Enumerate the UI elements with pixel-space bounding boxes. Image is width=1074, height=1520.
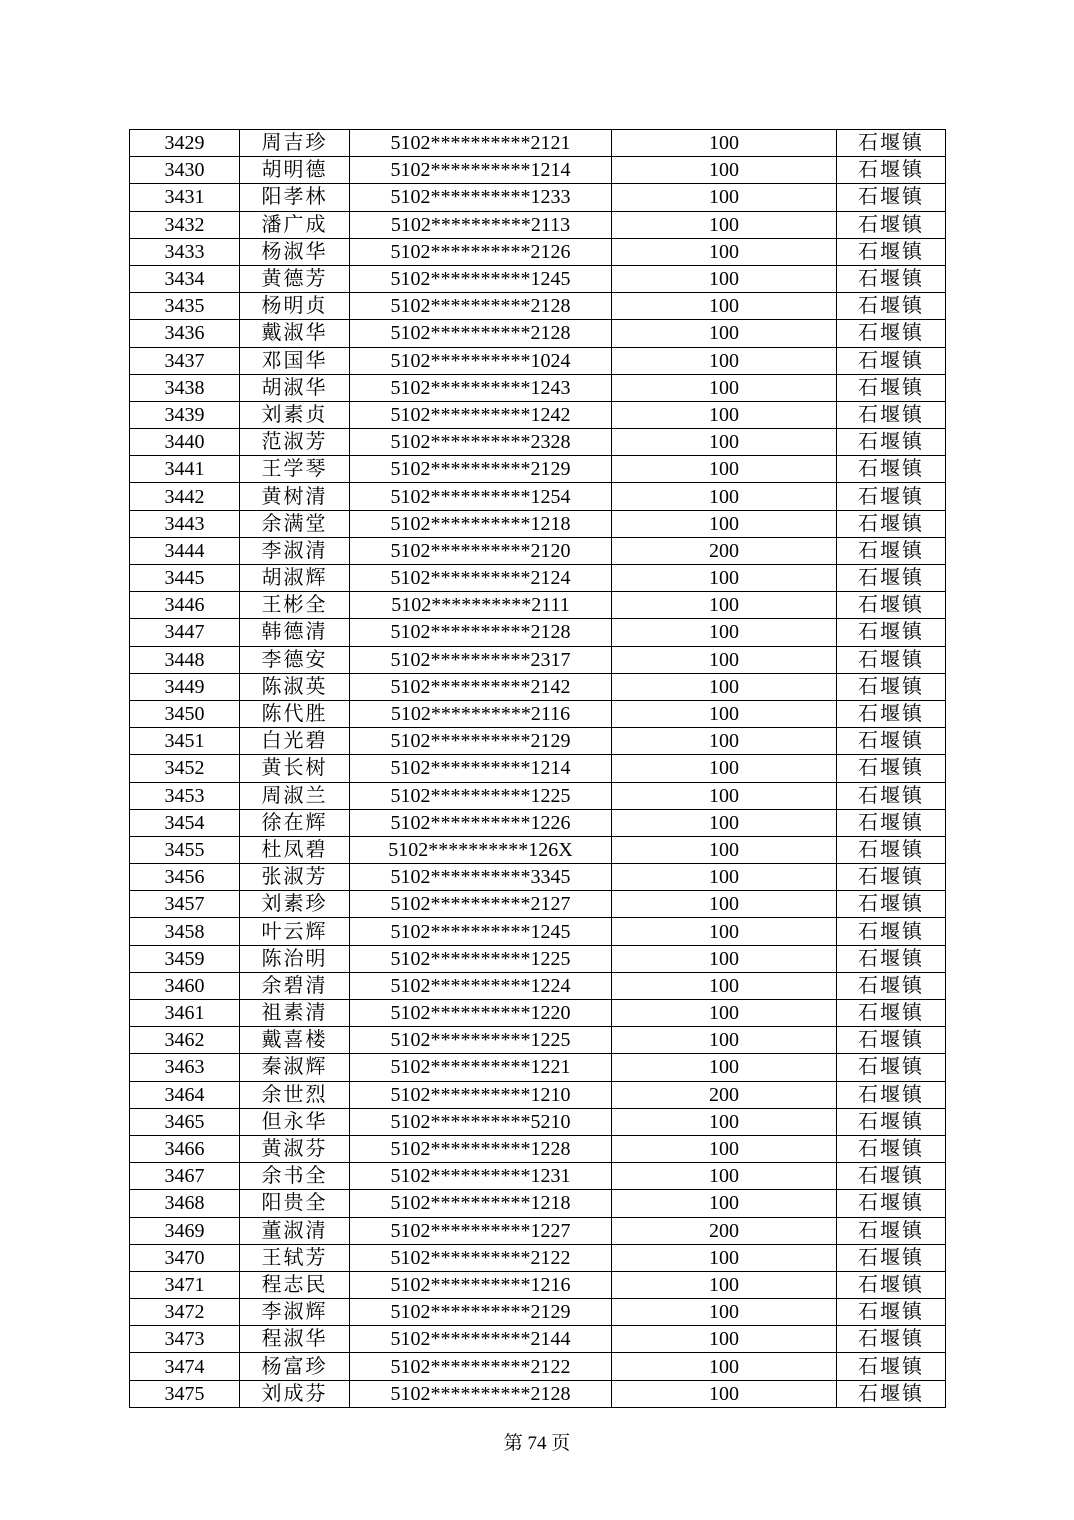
name-cell: 叶云辉 [240, 918, 350, 945]
town-cell: 石堰镇 [837, 184, 946, 211]
id-number-cell: 5102**********2126 [350, 238, 612, 265]
id-number-cell: 5102**********1254 [350, 483, 612, 510]
table-row [130, 157, 946, 184]
id-number-cell: 5102**********1227 [350, 1217, 612, 1244]
amount-cell: 200 [612, 1081, 837, 1108]
row-number-cell: 3455 [130, 836, 240, 863]
id-number-cell: 5102**********2128 [350, 619, 612, 646]
row-number-cell: 3429 [130, 130, 240, 157]
name-cell: 周淑兰 [240, 782, 350, 809]
table-row [130, 238, 946, 265]
table-row [130, 211, 946, 238]
row-number-cell: 3444 [130, 537, 240, 564]
town-cell: 石堰镇 [837, 918, 946, 945]
amount-cell: 100 [612, 972, 837, 999]
town-cell: 石堰镇 [837, 211, 946, 238]
table-row [130, 1217, 946, 1244]
amount-cell: 100 [612, 429, 837, 456]
row-number-cell: 3452 [130, 755, 240, 782]
amount-cell: 100 [612, 1353, 837, 1380]
table-row [130, 1054, 946, 1081]
amount-cell: 100 [612, 1190, 837, 1217]
table-row [130, 1027, 946, 1054]
table-row [130, 1244, 946, 1271]
town-cell: 石堰镇 [837, 456, 946, 483]
row-number-cell: 3449 [130, 673, 240, 700]
name-cell: 余世烈 [240, 1081, 350, 1108]
table-row [130, 1326, 946, 1353]
amount-cell: 100 [612, 483, 837, 510]
id-number-cell: 5102**********2129 [350, 1299, 612, 1326]
amount-cell: 100 [612, 1271, 837, 1298]
town-cell: 石堰镇 [837, 293, 946, 320]
table-row [130, 1353, 946, 1380]
table-row [130, 347, 946, 374]
row-number-cell: 3457 [130, 891, 240, 918]
table-row [130, 755, 946, 782]
amount-cell: 100 [612, 157, 837, 184]
town-cell: 石堰镇 [837, 565, 946, 592]
row-number-cell: 3459 [130, 945, 240, 972]
amount-cell: 100 [612, 1380, 837, 1407]
amount-cell: 100 [612, 1054, 837, 1081]
row-number-cell: 3469 [130, 1217, 240, 1244]
town-cell: 石堰镇 [837, 728, 946, 755]
row-number-cell: 3465 [130, 1108, 240, 1135]
town-cell: 石堰镇 [837, 1244, 946, 1271]
town-cell: 石堰镇 [837, 1326, 946, 1353]
town-cell: 石堰镇 [837, 592, 946, 619]
town-cell: 石堰镇 [837, 1081, 946, 1108]
name-cell: 董淑清 [240, 1217, 350, 1244]
amount-cell: 100 [612, 864, 837, 891]
row-number-cell: 3430 [130, 157, 240, 184]
id-number-cell: 5102**********1225 [350, 782, 612, 809]
table-row [130, 646, 946, 673]
name-cell: 阳孝林 [240, 184, 350, 211]
amount-cell: 100 [612, 211, 837, 238]
row-number-cell: 3471 [130, 1271, 240, 1298]
town-cell: 石堰镇 [837, 1353, 946, 1380]
town-cell: 石堰镇 [837, 972, 946, 999]
row-number-cell: 3464 [130, 1081, 240, 1108]
table-row [130, 483, 946, 510]
table-row [130, 592, 946, 619]
name-cell: 杨富珍 [240, 1353, 350, 1380]
amount-cell: 100 [612, 728, 837, 755]
name-cell: 徐在辉 [240, 809, 350, 836]
amount-cell: 200 [612, 537, 837, 564]
name-cell: 李淑辉 [240, 1299, 350, 1326]
table-row [130, 1380, 946, 1407]
table-row [130, 510, 946, 537]
name-cell: 黄长树 [240, 755, 350, 782]
amount-cell: 100 [612, 401, 837, 428]
amount-cell: 100 [612, 755, 837, 782]
name-cell: 陈治明 [240, 945, 350, 972]
town-cell: 石堰镇 [837, 1000, 946, 1027]
row-number-cell: 3462 [130, 1027, 240, 1054]
id-number-cell: 5102**********2142 [350, 673, 612, 700]
row-number-cell: 3458 [130, 918, 240, 945]
amount-cell: 100 [612, 347, 837, 374]
id-number-cell: 5102**********2120 [350, 537, 612, 564]
row-number-cell: 3442 [130, 483, 240, 510]
id-number-cell: 5102**********2128 [350, 320, 612, 347]
table-row [130, 972, 946, 999]
name-cell: 胡淑辉 [240, 565, 350, 592]
name-cell: 范淑芳 [240, 429, 350, 456]
name-cell: 王彬全 [240, 592, 350, 619]
row-number-cell: 3436 [130, 320, 240, 347]
name-cell: 杜凤碧 [240, 836, 350, 863]
id-number-cell: 5102**********2129 [350, 728, 612, 755]
table-row [130, 836, 946, 863]
name-cell: 余满堂 [240, 510, 350, 537]
page-number: 第 74 页 [503, 1433, 571, 1454]
table-body [130, 130, 946, 1408]
name-cell: 杨淑华 [240, 238, 350, 265]
id-number-cell: 5102**********2129 [350, 456, 612, 483]
row-number-cell: 3453 [130, 782, 240, 809]
amount-cell: 100 [612, 646, 837, 673]
table-row [130, 429, 946, 456]
id-number-cell: 5102**********1220 [350, 1000, 612, 1027]
id-number-cell: 5102**********2116 [350, 700, 612, 727]
name-cell: 潘广成 [240, 211, 350, 238]
name-cell: 刘素珍 [240, 891, 350, 918]
amount-cell: 100 [612, 1108, 837, 1135]
amount-cell: 100 [612, 238, 837, 265]
row-number-cell: 3431 [130, 184, 240, 211]
id-number-cell: 5102**********1218 [350, 510, 612, 537]
row-number-cell: 3470 [130, 1244, 240, 1271]
name-cell: 阳贵全 [240, 1190, 350, 1217]
id-number-cell: 5102**********1214 [350, 755, 612, 782]
town-cell: 石堰镇 [837, 537, 946, 564]
recipient-table [129, 129, 946, 1408]
id-number-cell: 5102**********2113 [350, 211, 612, 238]
name-cell: 程志民 [240, 1271, 350, 1298]
table-row [130, 945, 946, 972]
town-cell: 石堰镇 [837, 836, 946, 863]
amount-cell: 100 [612, 1000, 837, 1027]
amount-cell: 100 [612, 456, 837, 483]
id-number-cell: 5102**********1221 [350, 1054, 612, 1081]
row-number-cell: 3463 [130, 1054, 240, 1081]
id-number-cell: 5102**********1224 [350, 972, 612, 999]
row-number-cell: 3445 [130, 565, 240, 592]
table-row [130, 891, 946, 918]
table-row [130, 320, 946, 347]
table-row [130, 537, 946, 564]
town-cell: 石堰镇 [837, 347, 946, 374]
table-row [130, 782, 946, 809]
name-cell: 祖素清 [240, 1000, 350, 1027]
town-cell: 石堰镇 [837, 157, 946, 184]
town-cell: 石堰镇 [837, 483, 946, 510]
amount-cell: 100 [612, 918, 837, 945]
table-row [130, 565, 946, 592]
amount-cell: 200 [612, 1217, 837, 1244]
row-number-cell: 3437 [130, 347, 240, 374]
id-number-cell: 5102**********1216 [350, 1271, 612, 1298]
id-number-cell: 5102**********1245 [350, 918, 612, 945]
row-number-cell: 3439 [130, 401, 240, 428]
row-number-cell: 3451 [130, 728, 240, 755]
name-cell: 陈淑英 [240, 673, 350, 700]
id-number-cell: 5102**********1210 [350, 1081, 612, 1108]
amount-cell: 100 [612, 1163, 837, 1190]
id-number-cell: 5102**********2317 [350, 646, 612, 673]
row-number-cell: 3443 [130, 510, 240, 537]
id-number-cell: 5102**********1228 [350, 1135, 612, 1162]
amount-cell: 100 [612, 945, 837, 972]
id-number-cell: 5102**********1243 [350, 374, 612, 401]
row-number-cell: 3446 [130, 592, 240, 619]
name-cell: 胡淑华 [240, 374, 350, 401]
name-cell: 但永华 [240, 1108, 350, 1135]
table-row [130, 401, 946, 428]
id-number-cell: 5102**********2124 [350, 565, 612, 592]
amount-cell: 100 [612, 619, 837, 646]
table-row [130, 374, 946, 401]
amount-cell: 100 [612, 130, 837, 157]
town-cell: 石堰镇 [837, 265, 946, 292]
id-number-cell: 5102**********126X [350, 836, 612, 863]
amount-cell: 100 [612, 836, 837, 863]
row-number-cell: 3440 [130, 429, 240, 456]
amount-cell: 100 [612, 1299, 837, 1326]
amount-cell: 100 [612, 592, 837, 619]
table-row [130, 456, 946, 483]
id-number-cell: 5102**********2144 [350, 1326, 612, 1353]
row-number-cell: 3433 [130, 238, 240, 265]
row-number-cell: 3450 [130, 700, 240, 727]
row-number-cell: 3473 [130, 1326, 240, 1353]
name-cell: 张淑芳 [240, 864, 350, 891]
amount-cell: 100 [612, 510, 837, 537]
name-cell: 刘素贞 [240, 401, 350, 428]
name-cell: 刘成芬 [240, 1380, 350, 1407]
name-cell: 李淑清 [240, 537, 350, 564]
row-number-cell: 3448 [130, 646, 240, 673]
table-row [130, 265, 946, 292]
id-number-cell: 5102**********1242 [350, 401, 612, 428]
row-number-cell: 3468 [130, 1190, 240, 1217]
table-row [130, 864, 946, 891]
name-cell: 黄淑芬 [240, 1135, 350, 1162]
id-number-cell: 5102**********2111 [350, 592, 612, 619]
name-cell: 余碧清 [240, 972, 350, 999]
row-number-cell: 3435 [130, 293, 240, 320]
table-row [130, 728, 946, 755]
row-number-cell: 3474 [130, 1353, 240, 1380]
id-number-cell: 5102**********1226 [350, 809, 612, 836]
name-cell: 胡明德 [240, 157, 350, 184]
table-row [130, 1081, 946, 1108]
table-row [130, 1271, 946, 1298]
id-number-cell: 5102**********2128 [350, 293, 612, 320]
name-cell: 余书全 [240, 1163, 350, 1190]
name-cell: 戴喜楼 [240, 1027, 350, 1054]
town-cell: 石堰镇 [837, 1163, 946, 1190]
row-number-cell: 3461 [130, 1000, 240, 1027]
town-cell: 石堰镇 [837, 864, 946, 891]
id-number-cell: 5102**********1245 [350, 265, 612, 292]
row-number-cell: 3456 [130, 864, 240, 891]
name-cell: 杨明贞 [240, 293, 350, 320]
amount-cell: 100 [612, 1027, 837, 1054]
town-cell: 石堰镇 [837, 782, 946, 809]
town-cell: 石堰镇 [837, 619, 946, 646]
amount-cell: 100 [612, 565, 837, 592]
amount-cell: 100 [612, 184, 837, 211]
town-cell: 石堰镇 [837, 1027, 946, 1054]
row-number-cell: 3447 [130, 619, 240, 646]
id-number-cell: 5102**********3345 [350, 864, 612, 891]
id-number-cell: 5102**********1231 [350, 1163, 612, 1190]
amount-cell: 100 [612, 293, 837, 320]
name-cell: 李德安 [240, 646, 350, 673]
town-cell: 石堰镇 [837, 429, 946, 456]
row-number-cell: 3460 [130, 972, 240, 999]
town-cell: 石堰镇 [837, 1108, 946, 1135]
table-row [130, 918, 946, 945]
row-number-cell: 3454 [130, 809, 240, 836]
amount-cell: 100 [612, 320, 837, 347]
name-cell: 王轼芳 [240, 1244, 350, 1271]
name-cell: 周吉珍 [240, 130, 350, 157]
id-number-cell: 5102**********5210 [350, 1108, 612, 1135]
table-row [130, 673, 946, 700]
table-row [130, 619, 946, 646]
name-cell: 韩德清 [240, 619, 350, 646]
name-cell: 戴淑华 [240, 320, 350, 347]
town-cell: 石堰镇 [837, 1135, 946, 1162]
town-cell: 石堰镇 [837, 891, 946, 918]
amount-cell: 100 [612, 700, 837, 727]
id-number-cell: 5102**********2122 [350, 1244, 612, 1271]
id-number-cell: 5102**********1218 [350, 1190, 612, 1217]
row-number-cell: 3472 [130, 1299, 240, 1326]
name-cell: 程淑华 [240, 1326, 350, 1353]
town-cell: 石堰镇 [837, 1217, 946, 1244]
town-cell: 石堰镇 [837, 238, 946, 265]
amount-cell: 100 [612, 1135, 837, 1162]
town-cell: 石堰镇 [837, 510, 946, 537]
town-cell: 石堰镇 [837, 1380, 946, 1407]
id-number-cell: 5102**********1024 [350, 347, 612, 374]
name-cell: 王学琴 [240, 456, 350, 483]
town-cell: 石堰镇 [837, 673, 946, 700]
town-cell: 石堰镇 [837, 374, 946, 401]
amount-cell: 100 [612, 673, 837, 700]
table-row [130, 1135, 946, 1162]
row-number-cell: 3467 [130, 1163, 240, 1190]
name-cell: 邓国华 [240, 347, 350, 374]
table-row [130, 1299, 946, 1326]
row-number-cell: 3466 [130, 1135, 240, 1162]
town-cell: 石堰镇 [837, 700, 946, 727]
id-number-cell: 5102**********1225 [350, 945, 612, 972]
name-cell: 白光碧 [240, 728, 350, 755]
name-cell: 黄树清 [240, 483, 350, 510]
town-cell: 石堰镇 [837, 401, 946, 428]
table-row [130, 293, 946, 320]
amount-cell: 100 [612, 265, 837, 292]
table-row [130, 1163, 946, 1190]
name-cell: 秦淑辉 [240, 1054, 350, 1081]
town-cell: 石堰镇 [837, 130, 946, 157]
town-cell: 石堰镇 [837, 1054, 946, 1081]
table-row [130, 1108, 946, 1135]
table-row [130, 1190, 946, 1217]
table-row [130, 700, 946, 727]
table-row [130, 184, 946, 211]
id-number-cell: 5102**********2122 [350, 1353, 612, 1380]
town-cell: 石堰镇 [837, 1190, 946, 1217]
name-cell: 陈代胜 [240, 700, 350, 727]
row-number-cell: 3475 [130, 1380, 240, 1407]
id-number-cell: 5102**********2328 [350, 429, 612, 456]
amount-cell: 100 [612, 374, 837, 401]
table-row [130, 1000, 946, 1027]
town-cell: 石堰镇 [837, 320, 946, 347]
table-row [130, 130, 946, 157]
name-cell: 黄德芳 [240, 265, 350, 292]
amount-cell: 100 [612, 891, 837, 918]
row-number-cell: 3441 [130, 456, 240, 483]
amount-cell: 100 [612, 1244, 837, 1271]
id-number-cell: 5102**********1233 [350, 184, 612, 211]
id-number-cell: 5102**********2128 [350, 1380, 612, 1407]
id-number-cell: 5102**********2127 [350, 891, 612, 918]
id-number-cell: 5102**********1225 [350, 1027, 612, 1054]
town-cell: 石堰镇 [837, 1299, 946, 1326]
id-number-cell: 5102**********1214 [350, 157, 612, 184]
id-number-cell: 5102**********2121 [350, 130, 612, 157]
amount-cell: 100 [612, 782, 837, 809]
town-cell: 石堰镇 [837, 809, 946, 836]
table-row [130, 809, 946, 836]
amount-cell: 100 [612, 809, 837, 836]
row-number-cell: 3432 [130, 211, 240, 238]
town-cell: 石堰镇 [837, 945, 946, 972]
row-number-cell: 3438 [130, 374, 240, 401]
amount-cell: 100 [612, 1326, 837, 1353]
town-cell: 石堰镇 [837, 646, 946, 673]
town-cell: 石堰镇 [837, 1271, 946, 1298]
row-number-cell: 3434 [130, 265, 240, 292]
town-cell: 石堰镇 [837, 755, 946, 782]
